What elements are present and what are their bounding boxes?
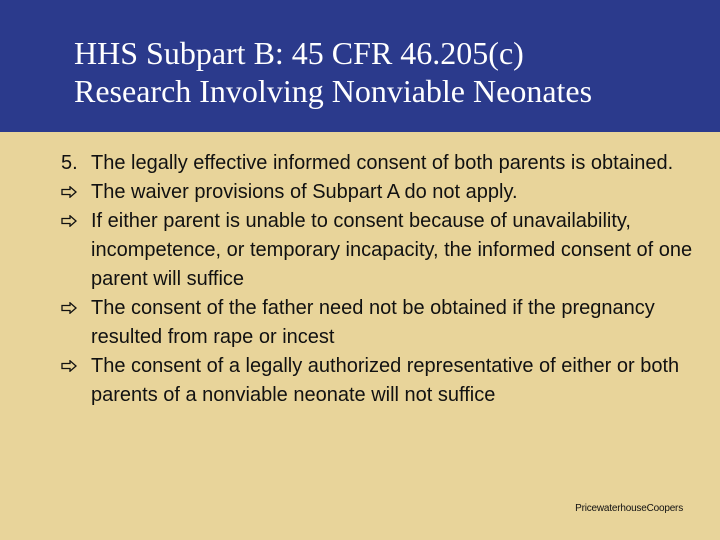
- subpoint-text: If either parent is unable to consent because of unavailability, incompetence, or temporary incapacity, the informed consent of one parent will suffice: [91, 210, 693, 290]
- subpoint: [61, 178, 701, 207]
- slide-title-line-1: HHS Subpart B: 45 CFR 46.205(c): [74, 35, 524, 71]
- slide-title-line-2: Research Involving Nonviable Neonates: [74, 73, 593, 109]
- numbered-point: [61, 149, 701, 178]
- subpoint-text: The waiver provisions of Subpart A do not apply.: [91, 181, 518, 203]
- point-number: 5.: [61, 152, 78, 174]
- point-text: The legally effective informed consent of both parents is obtained.: [91, 152, 674, 174]
- subpoint-text: The consent of the father need not be obtained if the pregnancy resulted from rape or incest: [91, 297, 655, 348]
- subpoint-text: The consent of a legally authorized representative of either or both parents of a nonviable neonate will not suffice: [91, 355, 680, 406]
- subpoint: [61, 294, 701, 352]
- slide-content: [61, 149, 701, 410]
- hollow-arrow-icon: [61, 178, 85, 207]
- hollow-arrow-icon: [61, 352, 85, 381]
- title-bar: [0, 0, 720, 132]
- subpoint: [61, 207, 701, 294]
- subpoint: [61, 352, 701, 410]
- hollow-arrow-icon: [61, 207, 85, 236]
- pwc-logo: PricewaterhouseCoopers: [575, 503, 683, 514]
- hollow-arrow-icon: [61, 294, 85, 323]
